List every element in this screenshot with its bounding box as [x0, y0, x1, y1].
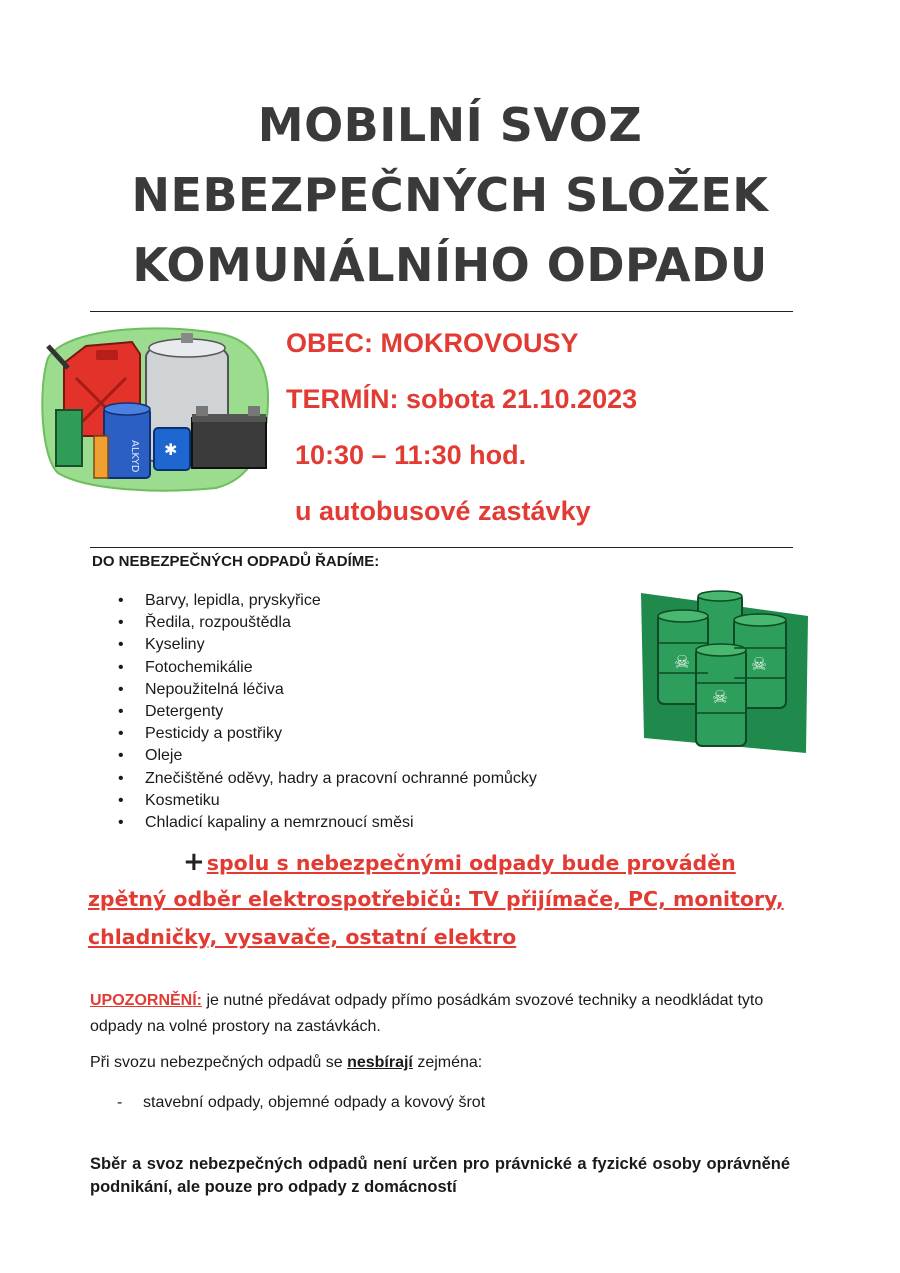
- list-item: • Fotochemikálie: [118, 657, 537, 679]
- list-item: • Znečištěné oděvy, hadry a pracovní ochranné pomůcky: [118, 768, 537, 790]
- list-item: • Chladicí kapaliny a nemrznoucí směsi: [118, 812, 537, 834]
- not-collected-emphasis: nesbírají: [347, 1054, 413, 1071]
- list-item: • Kosmetiku: [118, 790, 537, 812]
- waste-list: [118, 590, 537, 834]
- title-line-3: KOMUNÁLNÍHO ODPADU: [132, 238, 768, 292]
- hazardous-containers-icon: [36, 318, 272, 492]
- warning-text: je nutné předávat odpady přímo posádkám svozové techniky a neodkládat tyto odpady na volné prostory na zastávkách.: [90, 992, 764, 1035]
- location-line: u autobusové zastávky: [295, 496, 591, 526]
- svg-text:✱: ✱: [164, 440, 178, 459]
- svg-text:☠: ☠: [674, 652, 691, 673]
- plus-sign: +: [183, 847, 205, 877]
- warning-label: UPOZORNĚNÍ:: [90, 992, 202, 1009]
- not-collected-intro: Při svozu nebezpečných odpadů se nesbírají zejména:: [90, 1054, 483, 1071]
- divider-middle: [90, 547, 793, 548]
- list-item: • Detergenty: [118, 701, 537, 723]
- list-item: • Kyseliny: [118, 634, 537, 656]
- title-line-2: NEBEZPEČNÝCH SLOŽEK: [131, 168, 769, 222]
- warning-paragraph: [90, 988, 790, 1040]
- svg-text:☠: ☠: [712, 687, 729, 708]
- divider-top: [90, 311, 793, 312]
- electro-line-3: chladničky, vysavače, ostatní elektro: [88, 925, 517, 949]
- electro-line-1: spolu s nebezpečnými odpady bude prováděn: [206, 851, 736, 875]
- list-item: • Barvy, lepidla, pryskyřice: [118, 590, 537, 612]
- list-item: • Ředila, rozpouštědla: [118, 612, 537, 634]
- footer-note: Sběr a svoz nebezpečných odpadů není určen pro právnické a fyzické osoby oprávněné podnikání, ale pouze pro odpady z domácností: [90, 1155, 790, 1196]
- title-line-1: MOBILNÍ SVOZ: [257, 98, 643, 152]
- electro-line-2: zpětný odběr elektrospotřebičů: TV přijímače, PC, monitory,: [88, 887, 784, 911]
- list-item: • Nepoužitelná léčiva: [118, 679, 537, 701]
- time-line: 10:30 – 11:30 hod.: [295, 440, 527, 470]
- list-item: • Oleje: [118, 745, 537, 767]
- municipality-heading: OBEC: MOKROVOUSY: [286, 328, 579, 358]
- list-item: • Pesticidy a postřiky: [118, 723, 537, 745]
- list-heading: DO NEBEZPEČNÝCH ODPADŮ ŘADÍME:: [92, 553, 380, 570]
- date-line: TERMÍN: sobota 21.10.2023: [286, 384, 638, 414]
- svg-text:☠: ☠: [751, 654, 768, 675]
- not-collected-item: - stavební odpady, objemné odpady a kovový šrot: [117, 1094, 486, 1111]
- toxic-barrels-icon: [636, 588, 811, 762]
- alkyd-label: ALKYD: [129, 440, 140, 473]
